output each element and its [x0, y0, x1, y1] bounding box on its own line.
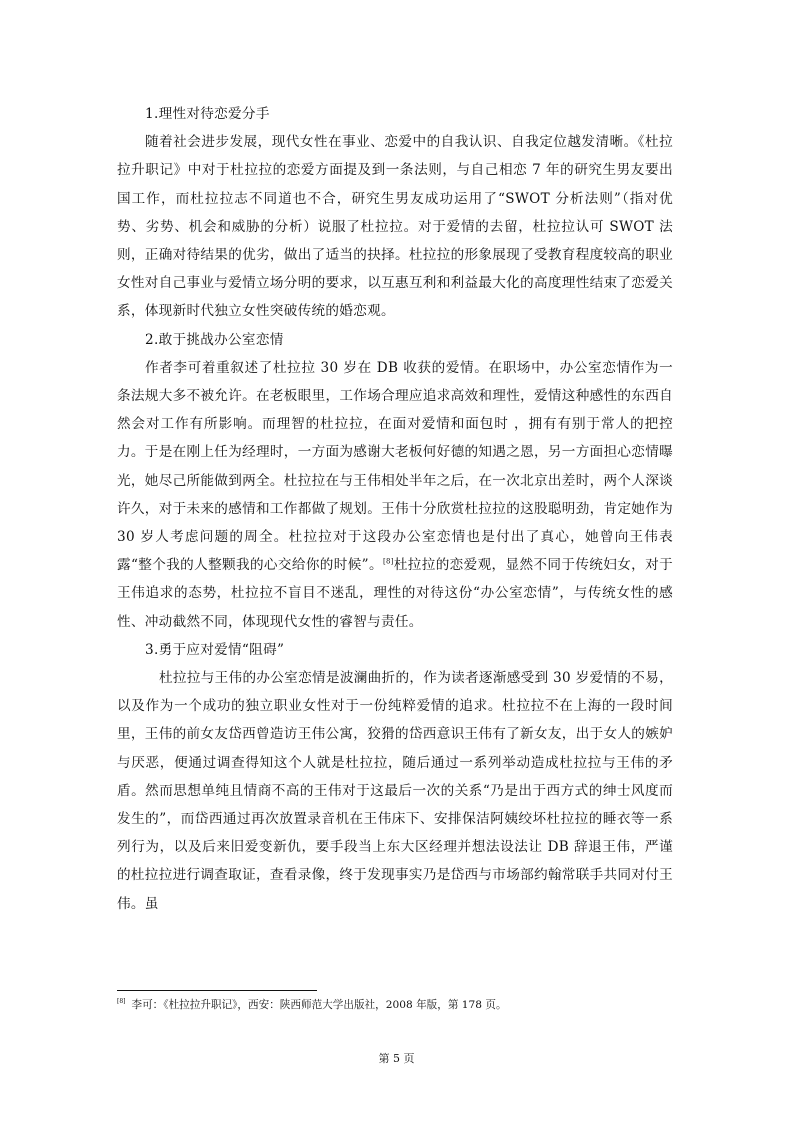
- footnote-reference[interactable]: [8]: [382, 557, 394, 566]
- paragraph-2-text-a: 作者李可着重叙述了杜拉拉 30 岁在 DB 收获的爱情。在职场中，办公室恋情作为一条法规大多不被允许。在老板眼里，工作场合理应追求高效和理性，爱情这种感性的东西自然会对工作有所影响。而理智的杜拉拉，在面对爱情和面包时 ，拥有有别于常人的把控力。于是在刚上任为经理时，一方面为感谢大老板何好德的知遇之恩，另一方面担心恋情曝光，她尽己所能做到两全。杜拉拉在与王伟相处半年之后，在一次北京出差时，两个人深谈许久，对于未来的感情和工作都做了规划。王伟十分欣赏杜拉拉的这股聪明劲，肯定她作为 30 岁人考虑问题的周全。杜拉拉对于这段办公室恋情也是付出了真心，她曾向王伟表露“整个我的人整颗我的心交给你的时候”。: [117, 359, 673, 574]
- footnote-divider: [117, 990, 317, 991]
- paragraph-1: 随着社会进步发展，现代女性在事业、恋爱中的自我认识、自我定位越发清晰。《杜拉拉升职记》中对于杜拉拉的恋爱方面提及到一条法则，与自己相恋 7 年的研究生男友要出国工作，而杜拉拉志不同道也不合，研究生男友成功运用了“SWOT 分析法则”（指对优势、劣势、机会和威胁的分析）说服了杜拉拉。对于爱情的去留，杜拉拉认可 SWOT 法则，正确对待结果的优劣，做出了适当的抉择。杜拉拉的形象展现了受教育程度较高的职业女性对自己事业与爱情立场分明的要求，以互惠互利和利益最大化的高度理性结束了恋爱关系，体现新时代独立女性突破传统的婚恋观。: [117, 134, 673, 320]
- footnote-text: 李可：《杜拉拉升职记》，西安：陕西师范大学出版社，2008 年版，第 178 页。: [131, 999, 507, 1011]
- section-heading-1: 1.理性对待恋爱分手: [145, 106, 270, 122]
- paragraph-2-text-b: 杜拉拉的恋爱观，显然不同于传统妇女，对于王伟追求的态势，杜拉拉不盲目不迷乱，理性的对待这份“办公室恋情”，与传统女性的感性、冲动截然不同，体现现代女性的睿智与责任。: [117, 557, 673, 630]
- footnote: [117, 996, 673, 1014]
- footnote-mark: [8]: [117, 998, 126, 1006]
- section-heading-2: 2.敢于挑战办公室恋情: [145, 331, 284, 348]
- paragraph-3: 杜拉拉与王伟的办公室恋情是波澜曲折的，作为读者逐渐感受到 30 岁爱情的不易，以及作为一个成功的独立职业女性对于一份纯粹爱情的追求。杜拉拉不在上海的一段时间里，王伟的前女友岱西曾造访王伟公寓，狡猾的岱西意识王伟有了新女友，出于女人的嫉妒与厌恶，便通过调查得知这个人就是杜拉拉，随后通过一系列举动造成杜拉拉与王伟的矛盾。然而思想单纯且情商不高的王伟对于这最后一次的关系“乃是出于西方式的绅士风度而发生的”，而岱西通过再次放置录音机在王伟床下、安排保洁阿姨绞坏杜拉拉的睡衣等一系列行为，以及后来旧爱变新仇，要手段当上东大区经理并想法设法让 DB 辞退王伟，严谨的杜拉拉进行调查取证，查看录像，终于发现事实乃是岱西与市场部约翰常联手共同对付王伟。虽: [117, 670, 673, 912]
- section-heading-3: 3.勇于应对爱情“阻碍”: [145, 641, 285, 658]
- paragraph-2: [117, 354, 673, 636]
- body-text: [117, 100, 673, 918]
- page-number: 第 5 页: [378, 1052, 415, 1065]
